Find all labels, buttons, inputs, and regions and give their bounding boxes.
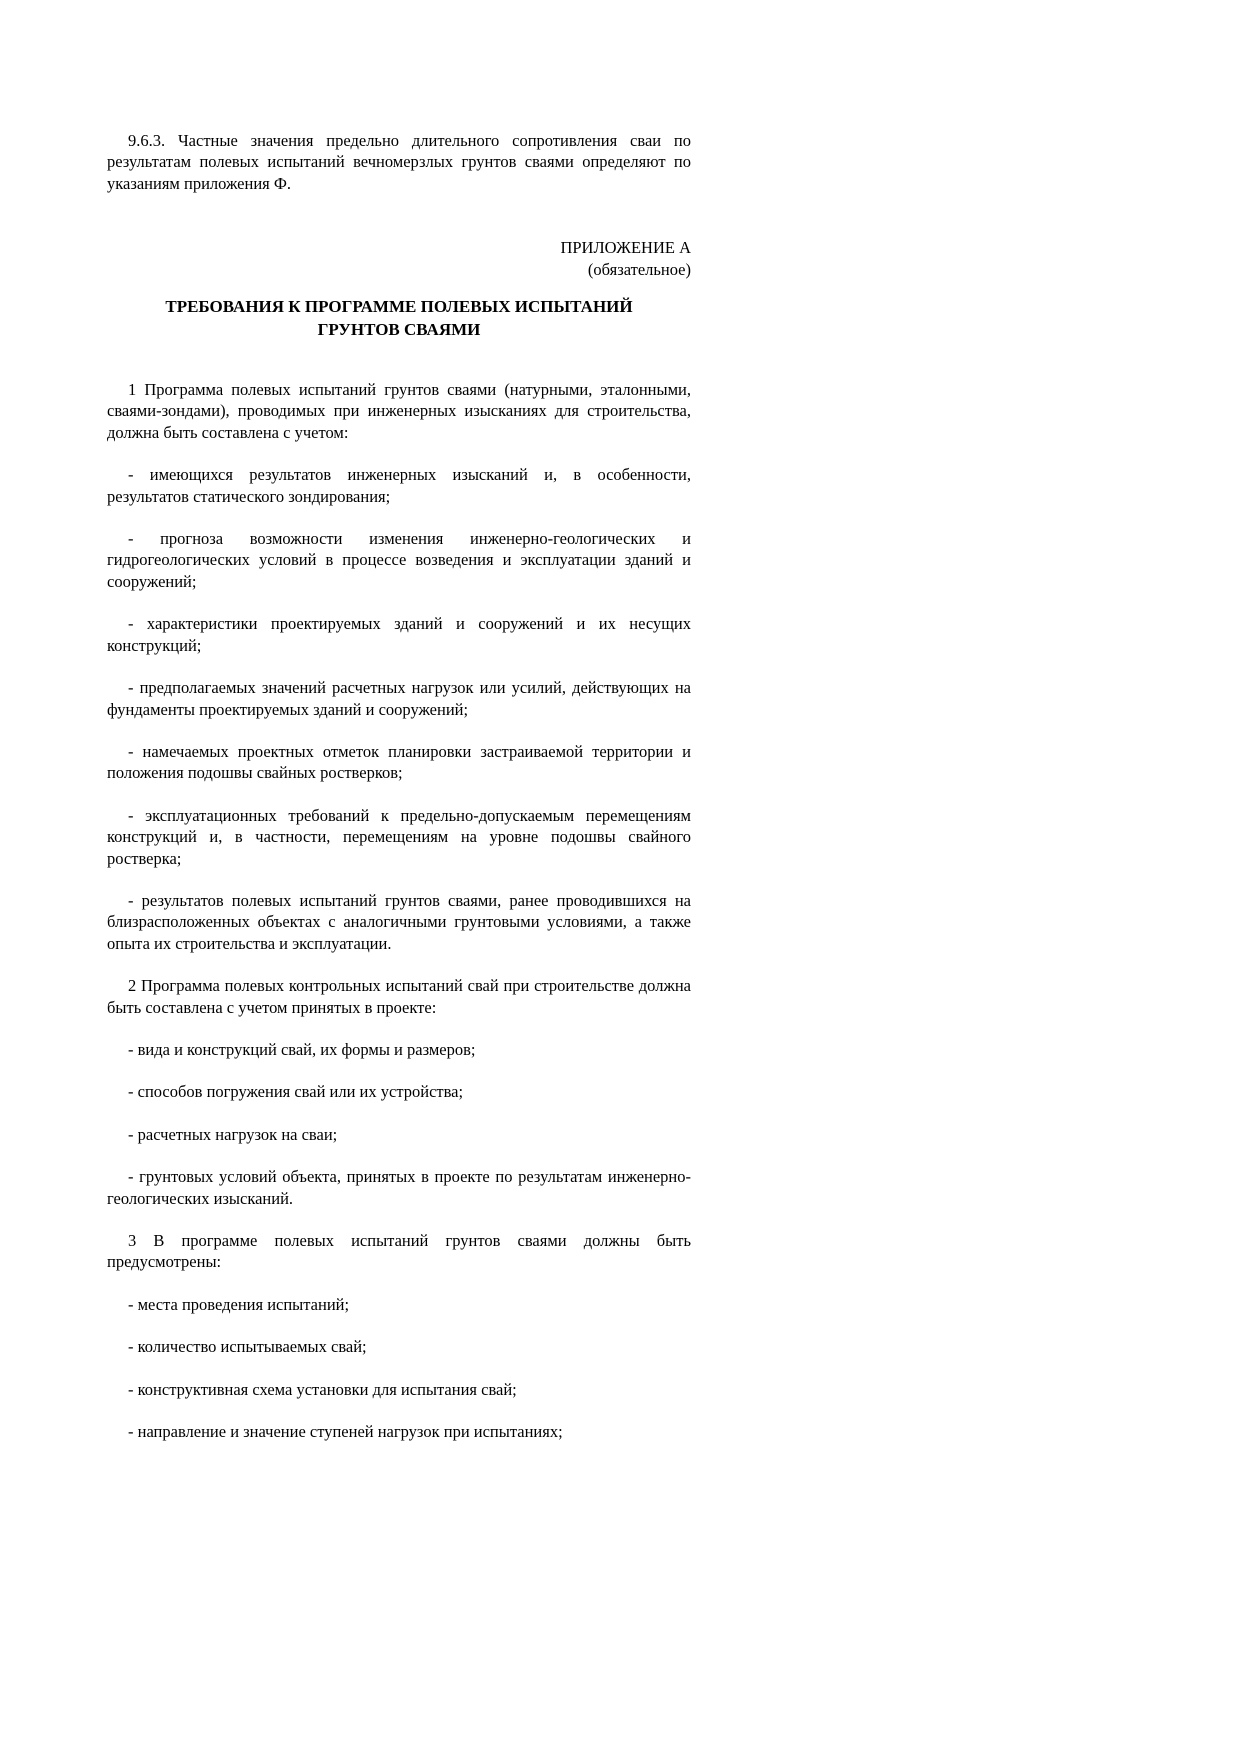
section-1-item-5: - намечаемых проектных отметок планировки застраиваемой территории и положения подошвы свайных ростверков; [107,741,691,783]
section-2-item-4: - грунтовых условий объекта, принятых в проекте по результатам инженерно-геологических изысканий. [107,1167,691,1208]
appendix-note: (обязательное) [587,259,691,279]
section-2-item-3: - расчетных нагрузок на сваи; [128,1124,338,1144]
section-3-item-1: - места проведения испытаний; [128,1294,350,1314]
section-3-lead: 3 В программе полевых испытаний грунтов сваями должны быть предусмотрены: [107,1231,691,1272]
section-1-item-2: - прогноза возможности изменения инженерно-геологических и гидрогеологических условий в процессе возведения и эксплуатации зданий и сооружений; [107,529,691,591]
section-3-item-4: - направление и значение ступеней нагрузок при испытаниях; [128,1422,563,1442]
section-1-item-1: - имеющихся результатов инженерных изысканий и, в особенности, результатов статического зондирования; [107,465,691,506]
clause-9-6-3: 9.6.3. Частные значения предельно длительного сопротивления сваи по результатам полевых испытаний вечномерзлых грунтов сваями определяют по указаниям приложения Ф. [107,131,691,193]
appendix-label: ПРИЛОЖЕНИЕ А [560,238,691,258]
section-1-item-4: - предполагаемых значений расчетных нагрузок или усилий, действующих на фундаменты проектируемых зданий и сооружений; [107,678,691,719]
section-3-item-2: - количество испытываемых свай; [128,1337,367,1357]
document-content [107,130,691,1442]
section-1-item-6: - эксплуатационных требований к предельно-допускаемым перемещениям конструкций и, в частности, перемещениям на уровне подошвы свайного ростверка; [107,805,691,868]
section-2-lead: 2 Программа полевых контрольных испытаний свай при строительстве должна быть составлена с учетом принятых в проекте: [107,976,691,1017]
section-2-item-2: - способов погружения свай или их устройства; [128,1082,464,1102]
section-1-item-3: - характеристики проектируемых зданий и сооружений и их несущих конструкций; [107,614,691,655]
section-1-lead: 1 Программа полевых испытаний грунтов сваями (натурными, эталонными, сваями-зондами), проводимых при инженерных изысканиях для строительства, должна быть составлена с учетом: [107,380,691,442]
document-title: ТРЕБОВАНИЯ К ПРОГРАММЕ ПОЛЕВЫХ ИСПЫТАНИЙ ГРУНТОВ СВАЯМИ [165,297,633,339]
section-1-item-7: - результатов полевых испытаний грунтов сваями, ранее проводившихся на близрасположенных объектах с аналогичными грунтовыми условиями, а также опыта их строительства и эксплуатации. [107,890,691,953]
appendix-header [107,237,691,280]
section-2-item-1: - вида и конструкций свай, их формы и размеров; [128,1039,476,1059]
section-3-item-3: - конструктивная схема установки для испытания свай; [128,1379,517,1399]
